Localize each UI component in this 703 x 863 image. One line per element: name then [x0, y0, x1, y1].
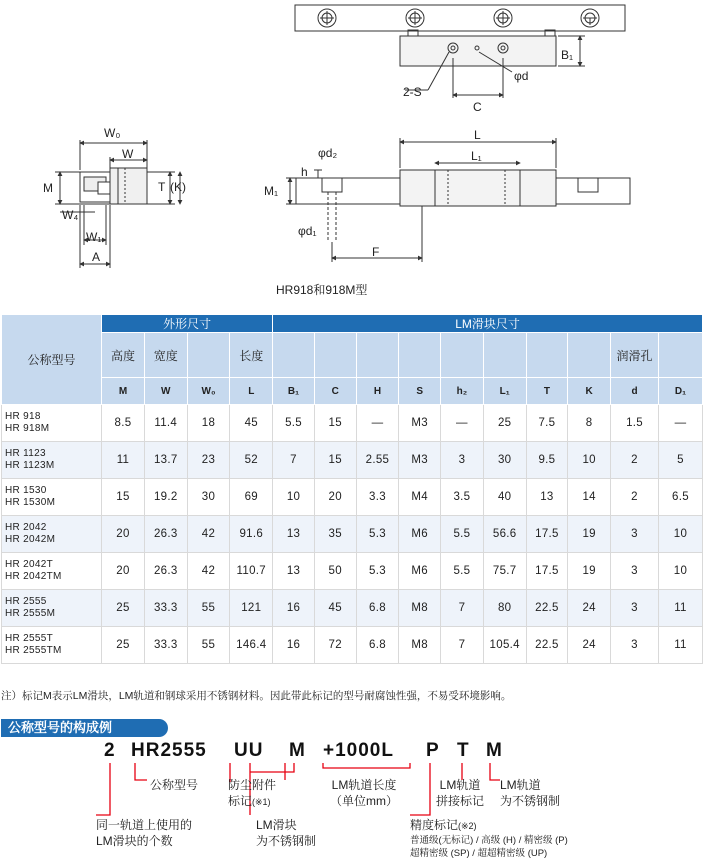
- value-cell-h₂: 5.5: [441, 553, 484, 590]
- value-cell-h₂: —: [441, 405, 484, 442]
- dim-l: L: [474, 128, 481, 142]
- value-cell-B₁: 16: [273, 590, 315, 627]
- value-cell-M: 20: [102, 516, 145, 553]
- col-label-2: [187, 333, 230, 378]
- value-cell-L: 110.7: [230, 553, 273, 590]
- value-cell-M: 15: [102, 479, 145, 516]
- value-cell-M: 11: [102, 442, 145, 479]
- dim-d: φd: [514, 69, 529, 83]
- value-cell-K: 14: [568, 479, 611, 516]
- col-symbol-8: h₂: [441, 378, 484, 405]
- value-cell-D₁: 11: [659, 627, 703, 664]
- value-cell-L: 146.4: [230, 627, 273, 664]
- col-label-12: 润滑孔: [611, 333, 659, 378]
- value-cell-S: M3: [399, 405, 441, 442]
- value-cell-L: 69: [230, 479, 273, 516]
- value-cell-L: 52: [230, 442, 273, 479]
- end-view: [55, 140, 180, 268]
- table-row: [2, 442, 703, 479]
- col-label-13: [659, 333, 703, 378]
- value-cell-M: 25: [102, 590, 145, 627]
- code-part-block-ss: M: [289, 740, 306, 761]
- model-name: HR 2042TM: [5, 571, 62, 582]
- value-cell-D₁: —: [659, 405, 703, 442]
- value-cell-L₁: 80: [483, 590, 526, 627]
- value-cell-S: M8: [399, 590, 441, 627]
- value-cell-C: 50: [314, 553, 356, 590]
- value-cell-W₀: 42: [187, 553, 230, 590]
- value-cell-W₀: 55: [187, 590, 230, 627]
- model-name: HR 2042: [5, 522, 47, 533]
- dim-m: M: [43, 181, 53, 195]
- value-cell-T: 7.5: [526, 405, 568, 442]
- value-cell-d: 1.5: [611, 405, 659, 442]
- model-cell: [2, 627, 102, 664]
- value-cell-K: 24: [568, 627, 611, 664]
- value-cell-S: M3: [399, 442, 441, 479]
- model-cell: [2, 442, 102, 479]
- model-cell: [2, 590, 102, 627]
- dim-t: T: [158, 180, 166, 194]
- dim-w: W: [122, 147, 134, 161]
- col-symbol-1: W: [144, 378, 187, 405]
- value-cell-W₀: 23: [187, 442, 230, 479]
- table-row: [2, 516, 703, 553]
- top-view: [295, 5, 625, 98]
- model-name: HR 1530M: [5, 497, 56, 508]
- col-symbol-0: M: [102, 378, 145, 405]
- col-symbol-4: B₁: [273, 378, 315, 405]
- value-cell-L: 121: [230, 590, 273, 627]
- value-cell-B₁: 7: [273, 442, 315, 479]
- value-cell-h₂: 3.5: [441, 479, 484, 516]
- label-block-count: 同一轨道上使用的 LM滑块的个数: [96, 818, 193, 848]
- value-cell-T: 22.5: [526, 627, 568, 664]
- model-name: HR 2555T: [5, 633, 53, 644]
- col-label-1: 宽度: [144, 333, 187, 378]
- dim-d2: φd₂: [318, 146, 338, 160]
- model-name: HR 1530: [5, 485, 47, 496]
- table-row: [2, 479, 703, 516]
- col-symbol-13: D₁: [659, 378, 703, 405]
- value-cell-D₁: 5: [659, 442, 703, 479]
- value-cell-L: 91.6: [230, 516, 273, 553]
- value-cell-D₁: 10: [659, 553, 703, 590]
- dim-w0: W₀: [104, 126, 121, 140]
- model-cell: [2, 553, 102, 590]
- value-cell-W: 26.3: [144, 516, 187, 553]
- model-name: HR 918: [5, 411, 41, 422]
- table-row: [2, 627, 703, 664]
- value-cell-M: 8.5: [102, 405, 145, 442]
- model-name: HR 2555: [5, 596, 47, 607]
- value-cell-W: 26.3: [144, 553, 187, 590]
- model-name: HR 2042T: [5, 559, 53, 570]
- model-cell: [2, 405, 102, 442]
- col-label-6: [356, 333, 399, 378]
- model-name: HR 1123M: [5, 460, 55, 471]
- value-cell-D₁: 11: [659, 590, 703, 627]
- value-cell-H: 2.55: [356, 442, 399, 479]
- value-cell-L₁: 75.7: [483, 553, 526, 590]
- col-symbol-6: H: [356, 378, 399, 405]
- value-cell-d: 2: [611, 479, 659, 516]
- model-name: HR 1123: [5, 448, 46, 459]
- spec-table: [1, 314, 703, 664]
- value-cell-C: 20: [314, 479, 356, 516]
- value-cell-H: 5.3: [356, 516, 399, 553]
- value-cell-K: 10: [568, 442, 611, 479]
- value-cell-H: 3.3: [356, 479, 399, 516]
- value-cell-T: 17.5: [526, 553, 568, 590]
- label-rail-ss: LM轨道 为不锈钢制: [500, 778, 561, 808]
- col-label-9: [483, 333, 526, 378]
- value-cell-S: M4: [399, 479, 441, 516]
- group-lm-block: LM滑块尺寸: [273, 315, 703, 333]
- value-cell-W₀: 42: [187, 516, 230, 553]
- value-cell-T: 22.5: [526, 590, 568, 627]
- value-cell-C: 15: [314, 405, 356, 442]
- value-cell-B₁: 13: [273, 516, 315, 553]
- value-cell-S: M6: [399, 516, 441, 553]
- value-cell-T: 13: [526, 479, 568, 516]
- value-cell-B₁: 13: [273, 553, 315, 590]
- value-cell-H: 5.3: [356, 553, 399, 590]
- value-cell-L₁: 30: [483, 442, 526, 479]
- composition-title: 公称型号的构成例: [1, 719, 168, 737]
- value-cell-T: 9.5: [526, 442, 568, 479]
- value-cell-L₁: 25: [483, 405, 526, 442]
- value-cell-B₁: 10: [273, 479, 315, 516]
- value-cell-K: 19: [568, 553, 611, 590]
- dim-h: h: [301, 165, 308, 179]
- value-cell-d: 2: [611, 442, 659, 479]
- col-label-11: [568, 333, 611, 378]
- value-cell-C: 15: [314, 442, 356, 479]
- col-symbol-10: T: [526, 378, 568, 405]
- value-cell-h₂: 7: [441, 590, 484, 627]
- model-name: HR 2042M: [5, 534, 56, 545]
- model-name: HR 2555M: [5, 608, 56, 619]
- value-cell-L₁: 40: [483, 479, 526, 516]
- value-cell-L: 45: [230, 405, 273, 442]
- value-cell-H: 6.8: [356, 590, 399, 627]
- col-symbol-9: L₁: [483, 378, 526, 405]
- label-model: 公称型号: [150, 778, 199, 792]
- label-precision: 精度标记(※2) 普通级(无标记) / 高级 (H) / 精密级 (P) 超精密级 (SP) / 超超精密级 (UP): [410, 818, 568, 859]
- model-cell: [2, 516, 102, 553]
- code-part-precision: P: [426, 740, 440, 761]
- dim-b1: B₁: [561, 48, 574, 62]
- dim-s: 2-S: [403, 85, 422, 99]
- dim-w1: W₁: [86, 230, 102, 244]
- dim-d1: φd₁: [298, 224, 317, 238]
- value-cell-K: 8: [568, 405, 611, 442]
- value-cell-d: 3: [611, 627, 659, 664]
- code-part-length: +1000L: [323, 740, 394, 761]
- value-cell-L₁: 105.4: [483, 627, 526, 664]
- label-rail-length: LM轨道长度 （单位mm）: [330, 778, 398, 808]
- col-label-3: 长度: [230, 333, 273, 378]
- code-part-model: HR2555: [131, 740, 207, 761]
- table-note: 注）标记M表示LM滑块，LM轨道和钢球采用不锈钢材料。因此带此标记的型号耐腐蚀性强，不易受环境影响。: [1, 690, 512, 702]
- model-name: HR 2555TM: [5, 645, 62, 656]
- dim-m1: M₁: [264, 184, 279, 198]
- value-cell-h₂: 7: [441, 627, 484, 664]
- col-symbol-3: L: [230, 378, 273, 405]
- value-cell-h₂: 3: [441, 442, 484, 479]
- value-cell-D₁: 10: [659, 516, 703, 553]
- value-cell-d: 3: [611, 553, 659, 590]
- value-cell-W: 13.7: [144, 442, 187, 479]
- value-cell-K: 19: [568, 516, 611, 553]
- value-cell-M: 20: [102, 553, 145, 590]
- dim-c: C: [473, 100, 482, 114]
- value-cell-W: 11.4: [144, 405, 187, 442]
- value-cell-C: 45: [314, 590, 356, 627]
- value-cell-H: —: [356, 405, 399, 442]
- code-part-count: 2: [104, 740, 116, 761]
- code-part-seal: UU: [234, 740, 264, 761]
- value-cell-M: 25: [102, 627, 145, 664]
- value-cell-h₂: 5.5: [441, 516, 484, 553]
- model-name: HR 918M: [5, 423, 50, 434]
- dim-l1: L₁: [471, 149, 482, 163]
- value-cell-H: 6.8: [356, 627, 399, 664]
- dim-k: (K): [170, 180, 186, 194]
- col-label-5: [314, 333, 356, 378]
- value-cell-B₁: 5.5: [273, 405, 315, 442]
- value-cell-W₀: 55: [187, 627, 230, 664]
- dim-w4: W₄: [62, 208, 79, 222]
- value-cell-D₁: 6.5: [659, 479, 703, 516]
- label-rail-joint: LM轨道 拼接标记: [436, 778, 485, 808]
- table-row: [2, 590, 703, 627]
- code-part-joint: T: [457, 740, 470, 761]
- figure-caption: HR918和918M型: [276, 283, 368, 297]
- table-row: [2, 405, 703, 442]
- header-symbol-row: [2, 378, 703, 405]
- side-view: [286, 138, 630, 262]
- label-dust: 防尘附件 标记(※1): [228, 778, 277, 808]
- code-part-rail-ss: M: [486, 740, 503, 761]
- col-symbol-11: K: [568, 378, 611, 405]
- col-symbol-5: C: [314, 378, 356, 405]
- dim-f: F: [372, 245, 380, 259]
- value-cell-K: 24: [568, 590, 611, 627]
- hr918-drawing: [0, 0, 703, 312]
- spec-rows: [2, 405, 703, 664]
- col-symbol-2: W₀: [187, 378, 230, 405]
- table-row: [2, 553, 703, 590]
- value-cell-L₁: 56.6: [483, 516, 526, 553]
- col-label-0: 高度: [102, 333, 145, 378]
- header-label-row: [2, 333, 703, 378]
- value-cell-C: 35: [314, 516, 356, 553]
- col-label-7: [399, 333, 441, 378]
- value-cell-S: M8: [399, 627, 441, 664]
- label-block-ss: LM滑块 为不锈钢制: [256, 818, 317, 848]
- value-cell-W₀: 18: [187, 405, 230, 442]
- model-cell: [2, 479, 102, 516]
- value-cell-C: 72: [314, 627, 356, 664]
- value-cell-W: 33.3: [144, 590, 187, 627]
- value-cell-W: 33.3: [144, 627, 187, 664]
- col-model-header: 公称型号: [2, 315, 102, 405]
- value-cell-d: 3: [611, 516, 659, 553]
- value-cell-T: 17.5: [526, 516, 568, 553]
- col-label-4: [273, 333, 315, 378]
- value-cell-d: 3: [611, 590, 659, 627]
- value-cell-W₀: 30: [187, 479, 230, 516]
- col-symbol-7: S: [399, 378, 441, 405]
- value-cell-W: 19.2: [144, 479, 187, 516]
- dim-a: A: [92, 250, 101, 264]
- col-symbol-12: d: [611, 378, 659, 405]
- value-cell-S: M6: [399, 553, 441, 590]
- col-label-8: [441, 333, 484, 378]
- group-outer: 外形尺寸: [102, 315, 273, 333]
- value-cell-B₁: 16: [273, 627, 315, 664]
- col-label-10: [526, 333, 568, 378]
